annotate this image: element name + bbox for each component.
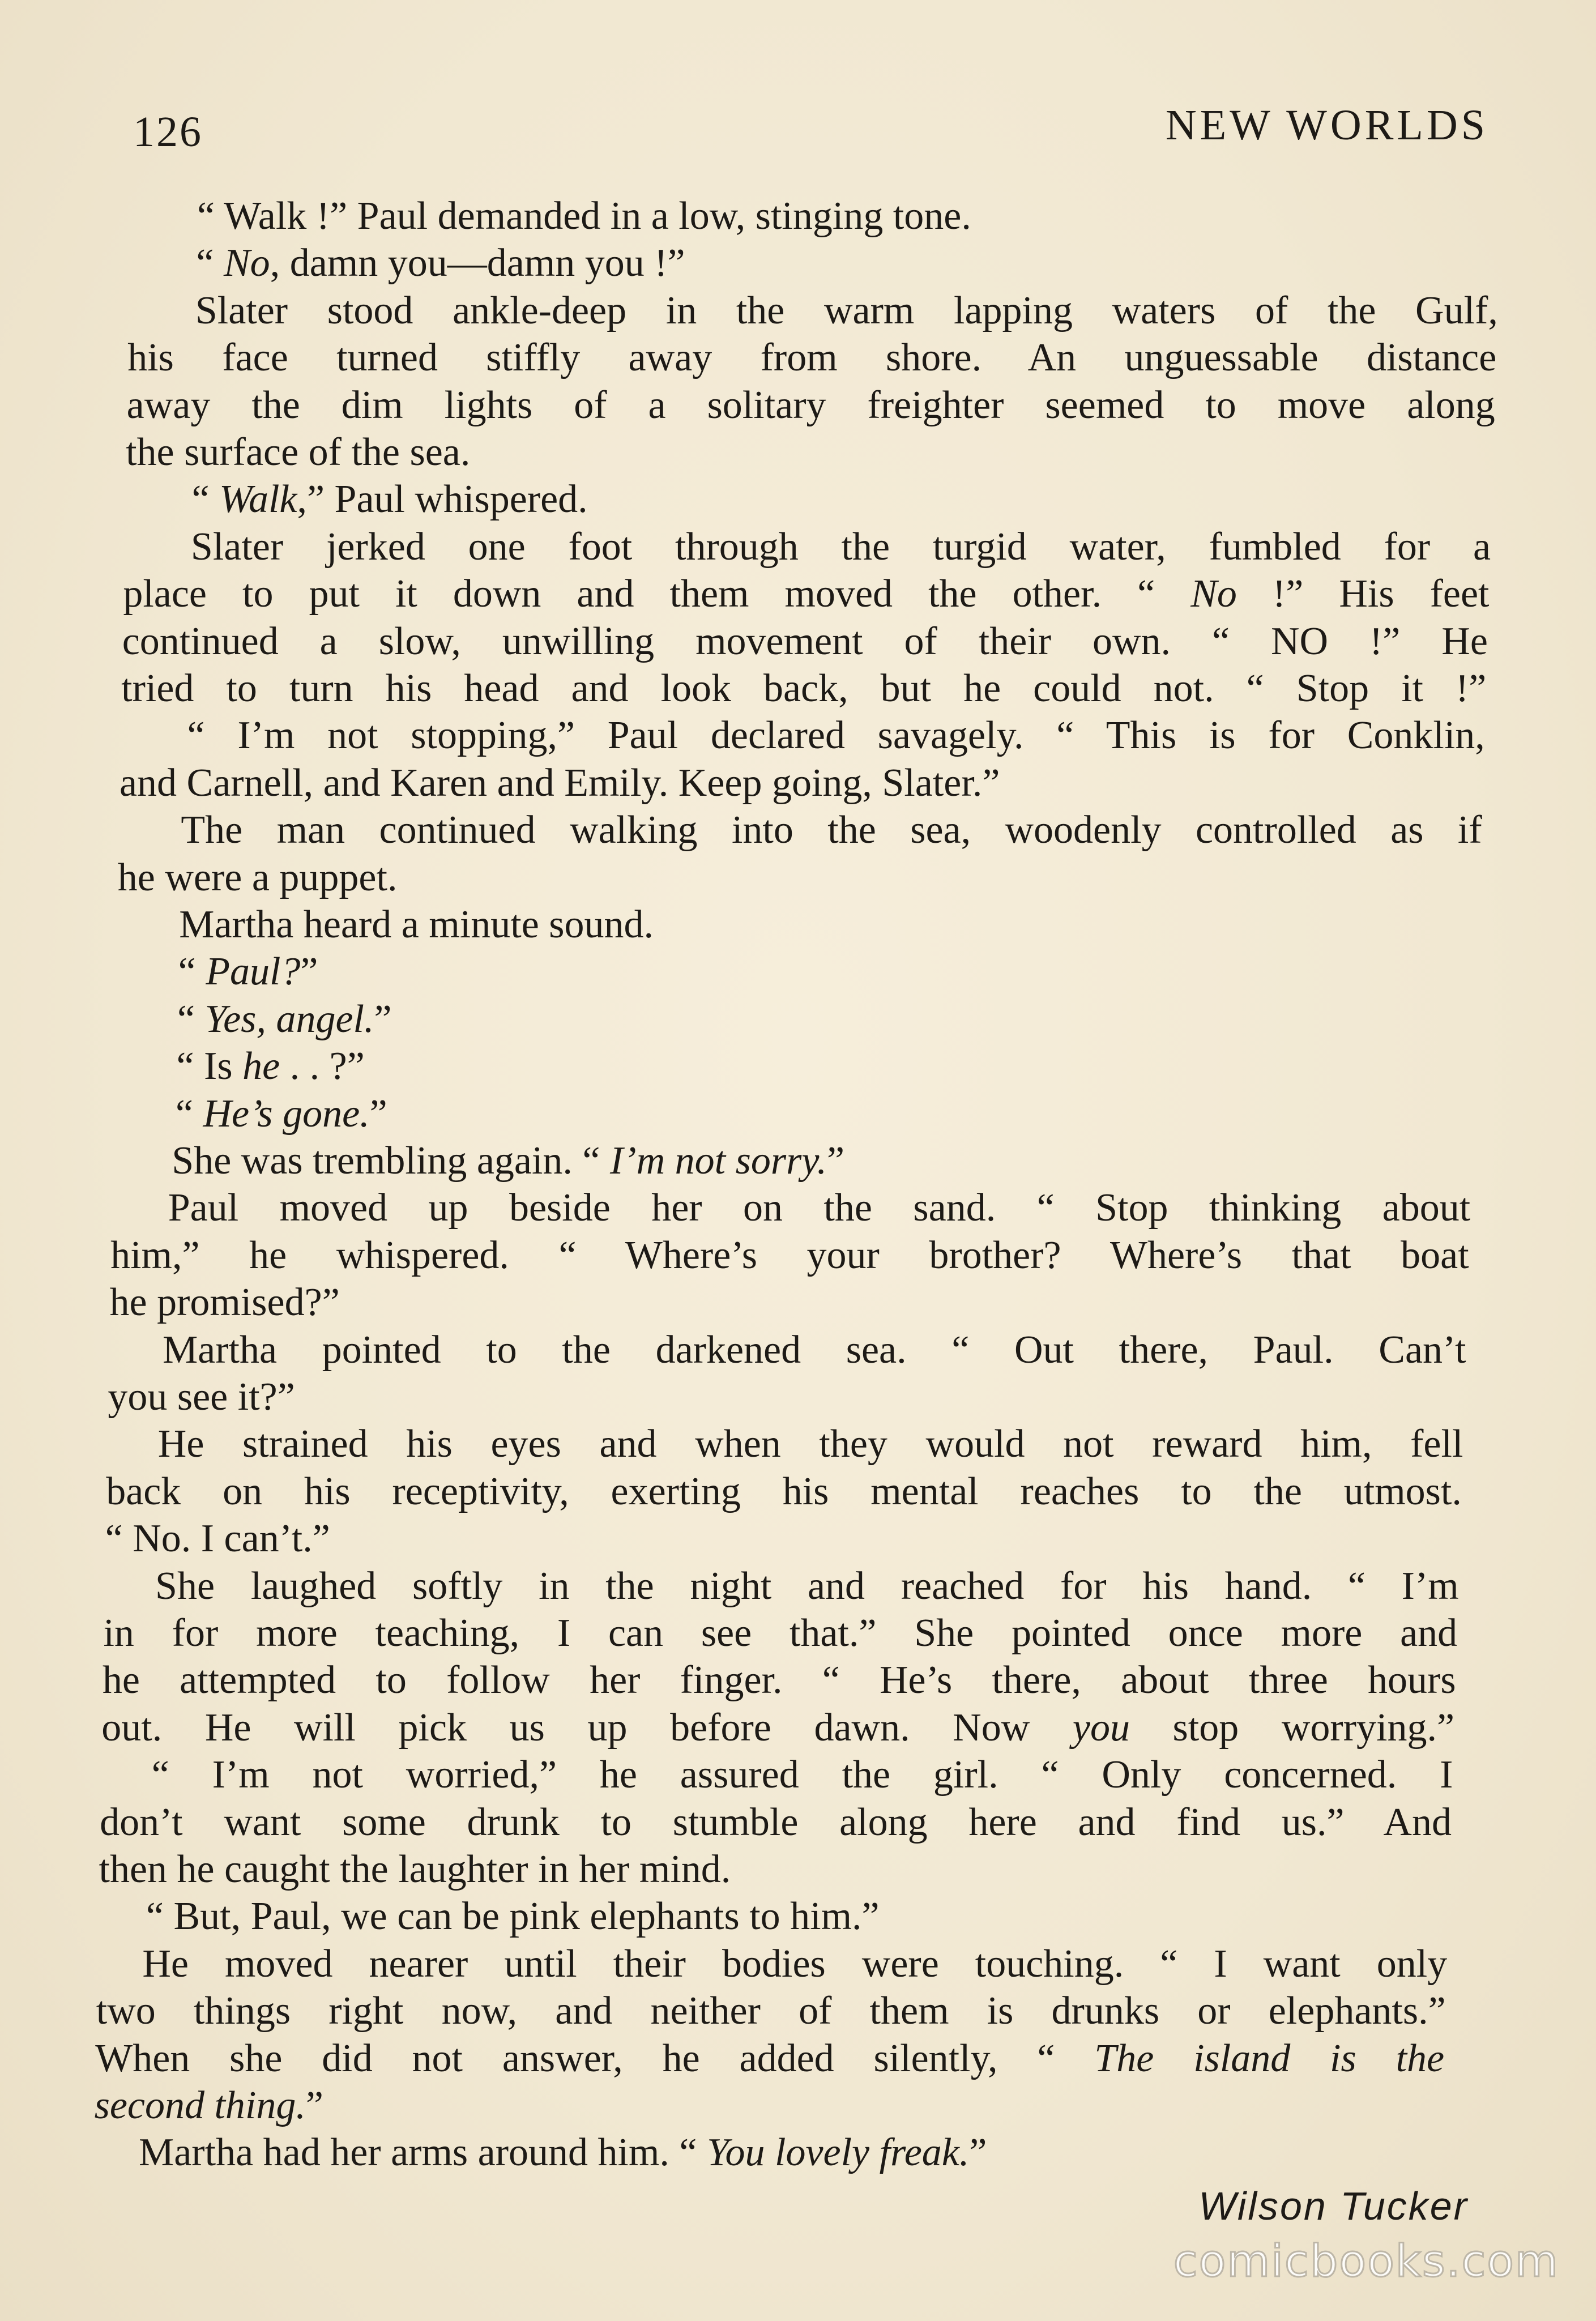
text-line: you see it?” xyxy=(108,1375,295,1419)
text-line: in for more teaching, I can see that.” She pointed once more and xyxy=(103,1611,1458,1655)
text-line: She laughed softly in the night and reached for his hand. “ I’m xyxy=(155,1564,1459,1608)
text-line: “ Walk !” Paul demanded in a low, stinging tone. xyxy=(197,194,971,238)
text-line: Slater jerked one foot through the turgid water, fumbled for a xyxy=(190,524,1491,569)
text-line: continued a slow, unwilling movement of their own. “ NO !” He xyxy=(122,619,1488,663)
text-line: He strained his eyes and when they would not reward him, fell xyxy=(157,1422,1463,1466)
text-line: two things right now, and neither of them is drunks or elephants.” xyxy=(96,1989,1446,2033)
text-line: “ Is he . . ?” xyxy=(176,1044,365,1089)
text-line: Martha had her arms around him. “ You lovely freak.” xyxy=(139,2131,987,2175)
text-line: back on his receptivity, exerting his mental reaches to the utmost. xyxy=(106,1469,1462,1513)
author-signature: Wilson Tucker xyxy=(1198,2183,1469,2228)
text-line: him,” he whispered. “ Where’s your brother? Where’s that boat xyxy=(110,1233,1469,1277)
text-line: “ Yes, angel.” xyxy=(177,997,392,1041)
text-line: Slater stood ankle-deep in the warm lapping waters of the Gulf, xyxy=(195,288,1498,332)
text-line: The man continued walking into the sea, woodenly controlled as if xyxy=(181,808,1482,852)
text-line: Paul moved up beside her on the sand. “ Stop thinking about xyxy=(168,1186,1471,1230)
text-line: “ Paul?” xyxy=(178,950,318,994)
text-line: “ He’s gone.” xyxy=(175,1091,387,1136)
text-line: tried to turn his head and look back, but he could not. “ Stop it !” xyxy=(121,667,1487,710)
text-line: place to put it down and them moved the other. “ No !” His feet xyxy=(123,572,1490,616)
text-line: second thing.” xyxy=(94,2084,323,2127)
text-line: then he caught the laughter in her mind. xyxy=(99,1848,731,1891)
text-line: his face turned stiffly away from shore. An unguessable distance xyxy=(127,336,1497,380)
text-line: Martha heard a minute sound. xyxy=(179,903,654,946)
text-line: “ But, Paul, we can be pink elephants to him.” xyxy=(146,1895,880,1939)
page-number: 126 xyxy=(133,108,203,156)
text-line: he were a puppet. xyxy=(117,855,398,899)
text-line: and Carnell, and Karen and Emily. Keep going, Slater.” xyxy=(119,761,1000,805)
text-line: “ Walk,” Paul whispered. xyxy=(191,477,588,522)
text-line: She was trembling again. “ I’m not sorry.” xyxy=(172,1139,845,1183)
text-line: “ I’m not stopping,” Paul declared savagely. “ This is for Conklin, xyxy=(187,714,1485,758)
text-line: “ No. I can’t.” xyxy=(105,1517,330,1561)
text-line: don’t want some drunk to stumble along here and find us.” And xyxy=(100,1800,1452,1844)
text-line: away the dim lights of a solitary freighter seemed to move along xyxy=(126,383,1495,427)
text-line: the surface of the sea. xyxy=(126,430,471,474)
text-line: out. He will pick us up before dawn. Now you stop worrying.” xyxy=(101,1705,1455,1750)
watermark: comicbooks.com xyxy=(1173,2236,1559,2287)
text-line: “ I’m not worried,” he assured the girl. “ Only concerned. I xyxy=(151,1753,1453,1797)
text-line: he attempted to follow her finger. “ He’s there, about three hours xyxy=(102,1658,1456,1703)
text-line: He moved nearer until their bodies were touching. “ I want only xyxy=(142,1942,1448,1986)
text-line: “ No, damn you—damn you !” xyxy=(196,241,685,285)
text-line: Martha pointed to the darkened sea. “ Out there, Paul. Can’t xyxy=(162,1328,1466,1372)
running-head: NEW WORLDS xyxy=(1165,101,1488,149)
page-header xyxy=(133,96,1488,159)
text-line: he promised?” xyxy=(109,1281,340,1325)
text-line: When she did not answer, he added silently, “ The island is the xyxy=(95,2036,1445,2080)
